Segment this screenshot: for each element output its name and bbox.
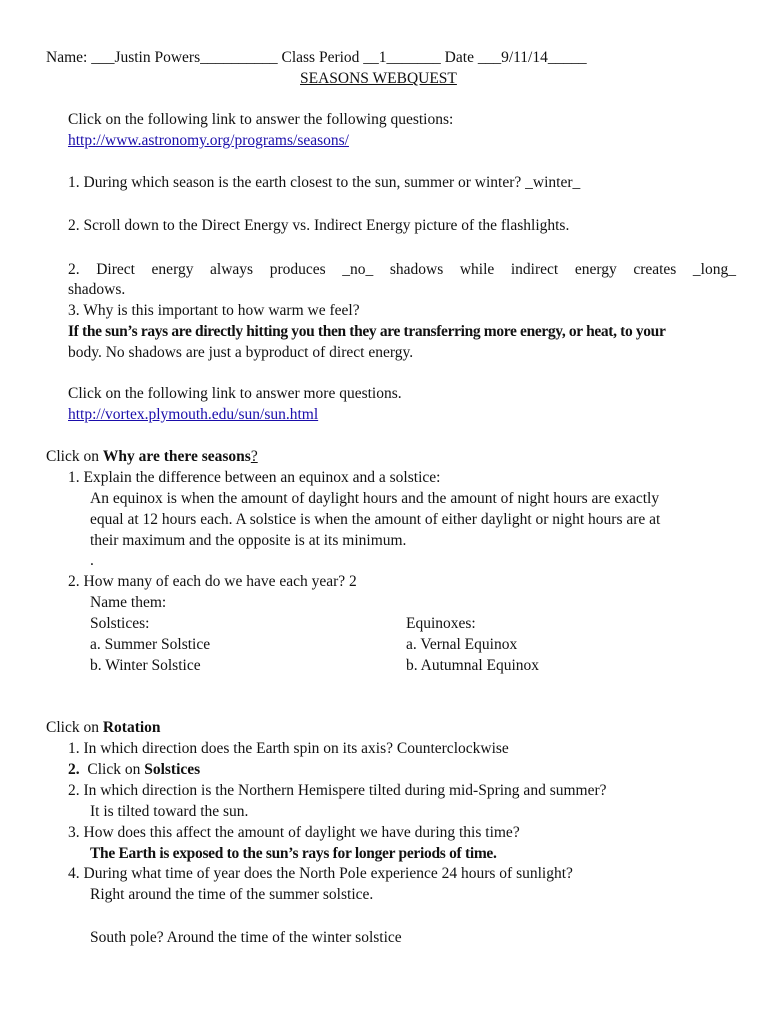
question-tilt: 2. In which direction is the Northern Hemispere tilted during mid-Spring and summer? [68,782,607,799]
plymouth-link[interactable]: http://vortex.plymouth.edu/sun/sun.html [68,406,319,423]
step-number: 2. [68,761,80,778]
answer-equinox-line2: equal at 12 hours each. A solstice is when the amount of either daylight or night hours are at [90,511,661,528]
click-on-text: Click on [79,761,145,778]
click-on-text: Click on [46,448,103,465]
solstice-b: b. Winter Solstice [90,657,201,674]
part2-intro: Click on the following link to answer more questions. [68,385,402,402]
question-equinox-solstice: 1. Explain the difference between an equinox and a solstice: [68,469,441,486]
question-closest-season: 1. During which season is the earth closest to the sun, summer or winter? _winter_ [68,174,581,191]
answer-equinox-line3: their maximum and the opposite is at its minimum. [90,532,407,549]
answer-tilt: It is tilted toward the sun. [90,803,249,820]
why-seasons-target: Why are there seasons [102,448,251,465]
question-north-pole: 4. During what time of year does the North Pole experience 24 hours of sunlight? [68,865,573,882]
question-direct-energy: 2. Direct energy always produces _no_ shadows while indirect energy creates _long_ [68,261,736,278]
answer-north-pole: Right around the time of the summer solstice. [90,886,374,903]
solstices-heading: Solstices: [90,615,150,632]
solstices-target: Solstices [144,761,201,778]
question-direct-energy-cont: shadows. [68,281,126,298]
rotation-click-instruction [46,720,161,736]
name-them: Name them: [90,594,167,611]
seasons-click-instruction [46,449,258,465]
part1-intro: Click on the following link to answer the following questions: [68,111,454,128]
answer-warmth-rest: body. No shadows are just a byproduct of direct energy. [68,344,414,361]
answer-equinox-line1: An equinox is when the amount of daylight hours and the amount of night hours are exactly [90,490,660,507]
question-how-many: 2. How many of each do we have each year? 2 [68,573,357,590]
equinox-a: a. Vernal Equinox [406,636,518,653]
equinoxes-heading: Equinoxes: [406,615,476,632]
question-daylight: 3. How does this affect the amount of daylight we have during this time? [68,824,520,841]
click-on-text: Click on [46,719,103,736]
answer-south-pole: South pole? Around the time of the winter solstice [90,929,402,946]
rotation-target: Rotation [102,719,161,736]
answer-daylight: The Earth is exposed to the sun’s rays for longer periods of time. [90,845,497,862]
question-warmth: 3. Why is this important to how warm we feel? [68,302,360,319]
stray-dot: . [90,552,94,569]
question-spin-direction: 1. In which direction does the Earth spin on its axis? Counterclockwise [68,740,509,757]
solstice-a: a. Summer Solstice [90,636,211,653]
equinox-b: b. Autumnal Equinox [406,657,540,674]
astronomy-link[interactable]: http://www.astronomy.org/programs/seasons/ [68,132,349,149]
answer-warmth-bold: If the sun’s rays are directly hitting you then they are transferring more energy, or heat, to your [68,323,666,340]
header-line: Name: ___Justin Powers__________ Class Period __1_______ Date ___9/11/14_____ [46,49,587,66]
question-mark: ? [250,448,258,465]
question-scroll-flashlights: 2. Scroll down to the Direct Energy vs. Indirect Energy picture of the flashlights. [68,217,570,234]
step-click-solstices [68,762,200,778]
page-title: SEASONS WEBQUEST [300,70,457,87]
